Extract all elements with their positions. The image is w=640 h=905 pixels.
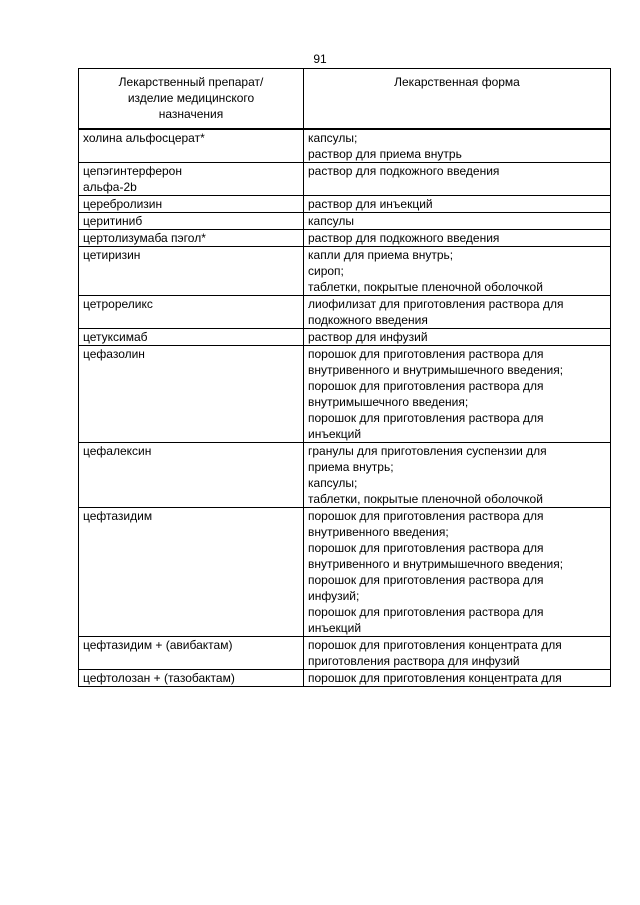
dosage-form-cell: [304, 163, 611, 196]
dosage-form-line: раствор для подкожного введения: [308, 164, 500, 178]
dosage-form-line: порошок для приготовления концентрата для: [308, 638, 562, 652]
dosage-form-line: раствор для приема внутрь: [308, 147, 462, 161]
drug-name-cell: [79, 346, 304, 443]
dosage-form-line: инъекций: [308, 621, 362, 635]
table-row: [79, 230, 611, 247]
dosage-form-line: раствор для подкожного введения: [308, 231, 500, 245]
drug-table: [78, 68, 611, 687]
dosage-form-line: внутривенного и внутримышечного введения;: [308, 557, 564, 571]
drug-name-line: цефтазидим + (авибактам): [83, 638, 233, 652]
drug-name-line: цефазолин: [83, 347, 145, 361]
dosage-form-line: сироп;: [308, 264, 344, 278]
drug-name-line: цепэгинтерферон: [83, 164, 182, 178]
drug-name-cell: [79, 196, 304, 213]
table-body: [79, 129, 611, 687]
drug-name-cell: [79, 637, 304, 670]
header-dosage-form: [304, 69, 611, 130]
dosage-form-cell: [304, 670, 611, 687]
dosage-form-line: инъекций: [308, 427, 362, 441]
drug-name-line: церитиниб: [83, 214, 143, 228]
dosage-form-line: порошок для приготовления раствора для: [308, 347, 544, 361]
dosage-form-cell: [304, 213, 611, 230]
page-number: 91: [313, 52, 327, 66]
dosage-form-line: порошок для приготовления раствора для: [308, 509, 544, 523]
dosage-form-line: порошок для приготовления раствора для: [308, 411, 544, 425]
drug-name-line: цефтолозан + (тазобактам): [83, 671, 235, 685]
drug-name-cell: [79, 443, 304, 508]
table-header-row: [79, 69, 611, 130]
dosage-form-cell: [304, 637, 611, 670]
dosage-form-cell: [304, 247, 611, 296]
header-line: изделие медицинского: [127, 91, 255, 105]
table-row: [79, 213, 611, 230]
dosage-form-line: порошок для приготовления раствора для: [308, 379, 544, 393]
table-row: [79, 129, 611, 163]
dosage-form-line: инфузий;: [308, 589, 360, 603]
table-row: [79, 329, 611, 346]
drug-name-cell: [79, 213, 304, 230]
table-row: [79, 247, 611, 296]
dosage-form-line: лиофилизат для приготовления раствора для: [308, 297, 564, 311]
dosage-form-line: внутримышечного введения;: [308, 395, 469, 409]
dosage-form-cell: [304, 346, 611, 443]
dosage-form-line: порошок для приготовления раствора для: [308, 573, 544, 587]
dosage-form-line: таблетки, покрытые пленочной оболочкой: [308, 492, 543, 506]
drug-name-cell: [79, 230, 304, 247]
header-line: Лекарственная форма: [394, 75, 520, 89]
dosage-form-cell: [304, 129, 611, 163]
dosage-form-cell: [304, 508, 611, 637]
drug-name-line: церебролизин: [83, 197, 163, 211]
drug-name-line: цертолизумаба пэгол*: [83, 231, 206, 245]
drug-name-line: цетуксимаб: [83, 330, 148, 344]
drug-name-cell: [79, 508, 304, 637]
table-row: [79, 508, 611, 637]
dosage-form-line: капли для приема внутрь;: [308, 248, 454, 262]
dosage-form-line: внутривенного введения;: [308, 525, 449, 539]
dosage-form-line: порошок для приготовления раствора для: [308, 605, 544, 619]
table-row: [79, 670, 611, 687]
table-row: [79, 163, 611, 196]
drug-name-cell: [79, 296, 304, 329]
drug-name-cell: [79, 247, 304, 296]
dosage-form-line: гранулы для приготовления суспензии для: [308, 444, 547, 458]
dosage-form-line: раствор для инъекций: [308, 197, 433, 211]
dosage-form-line: капсулы;: [308, 131, 358, 145]
drug-name-line: цетрореликс: [83, 297, 153, 311]
dosage-form-line: таблетки, покрытые пленочной оболочкой: [308, 280, 543, 294]
table-row: [79, 196, 611, 213]
dosage-form-line: капсулы;: [308, 476, 358, 490]
dosage-form-line: внутривенного и внутримышечного введения;: [308, 363, 564, 377]
header-line: назначения: [158, 107, 224, 121]
dosage-form-line: порошок для приготовления концентрата для: [308, 671, 562, 685]
table-row: [79, 637, 611, 670]
dosage-form-cell: [304, 329, 611, 346]
dosage-form-line: подкожного введения: [308, 313, 428, 327]
dosage-form-cell: [304, 296, 611, 329]
drug-name-line: альфа-2b: [83, 180, 137, 194]
dosage-form-cell: [304, 196, 611, 213]
drug-name-line: цефтазидим: [83, 509, 153, 523]
dosage-form-line: капсулы: [308, 214, 355, 228]
dosage-form-line: порошок для приготовления раствора для: [308, 541, 544, 555]
dosage-form-line: приготовления раствора для инфузий: [308, 654, 520, 668]
dosage-form-cell: [304, 443, 611, 508]
drug-name-line: цетиризин: [83, 248, 141, 262]
drug-name-cell: [79, 670, 304, 687]
table-row: [79, 443, 611, 508]
drug-name-cell: [79, 129, 304, 163]
drug-name-cell: [79, 163, 304, 196]
table-row: [79, 346, 611, 443]
dosage-form-line: раствор для инфузий: [308, 330, 428, 344]
drug-name-cell: [79, 329, 304, 346]
dosage-form-line: приема внутрь;: [308, 460, 394, 474]
header-line: Лекарственный препарат/: [118, 75, 264, 89]
drug-name-line: холина альфосцерат*: [83, 131, 205, 145]
table-row: [79, 296, 611, 329]
dosage-form-cell: [304, 230, 611, 247]
drug-name-line: цефалексин: [83, 444, 152, 458]
header-drug-name: [79, 69, 304, 130]
